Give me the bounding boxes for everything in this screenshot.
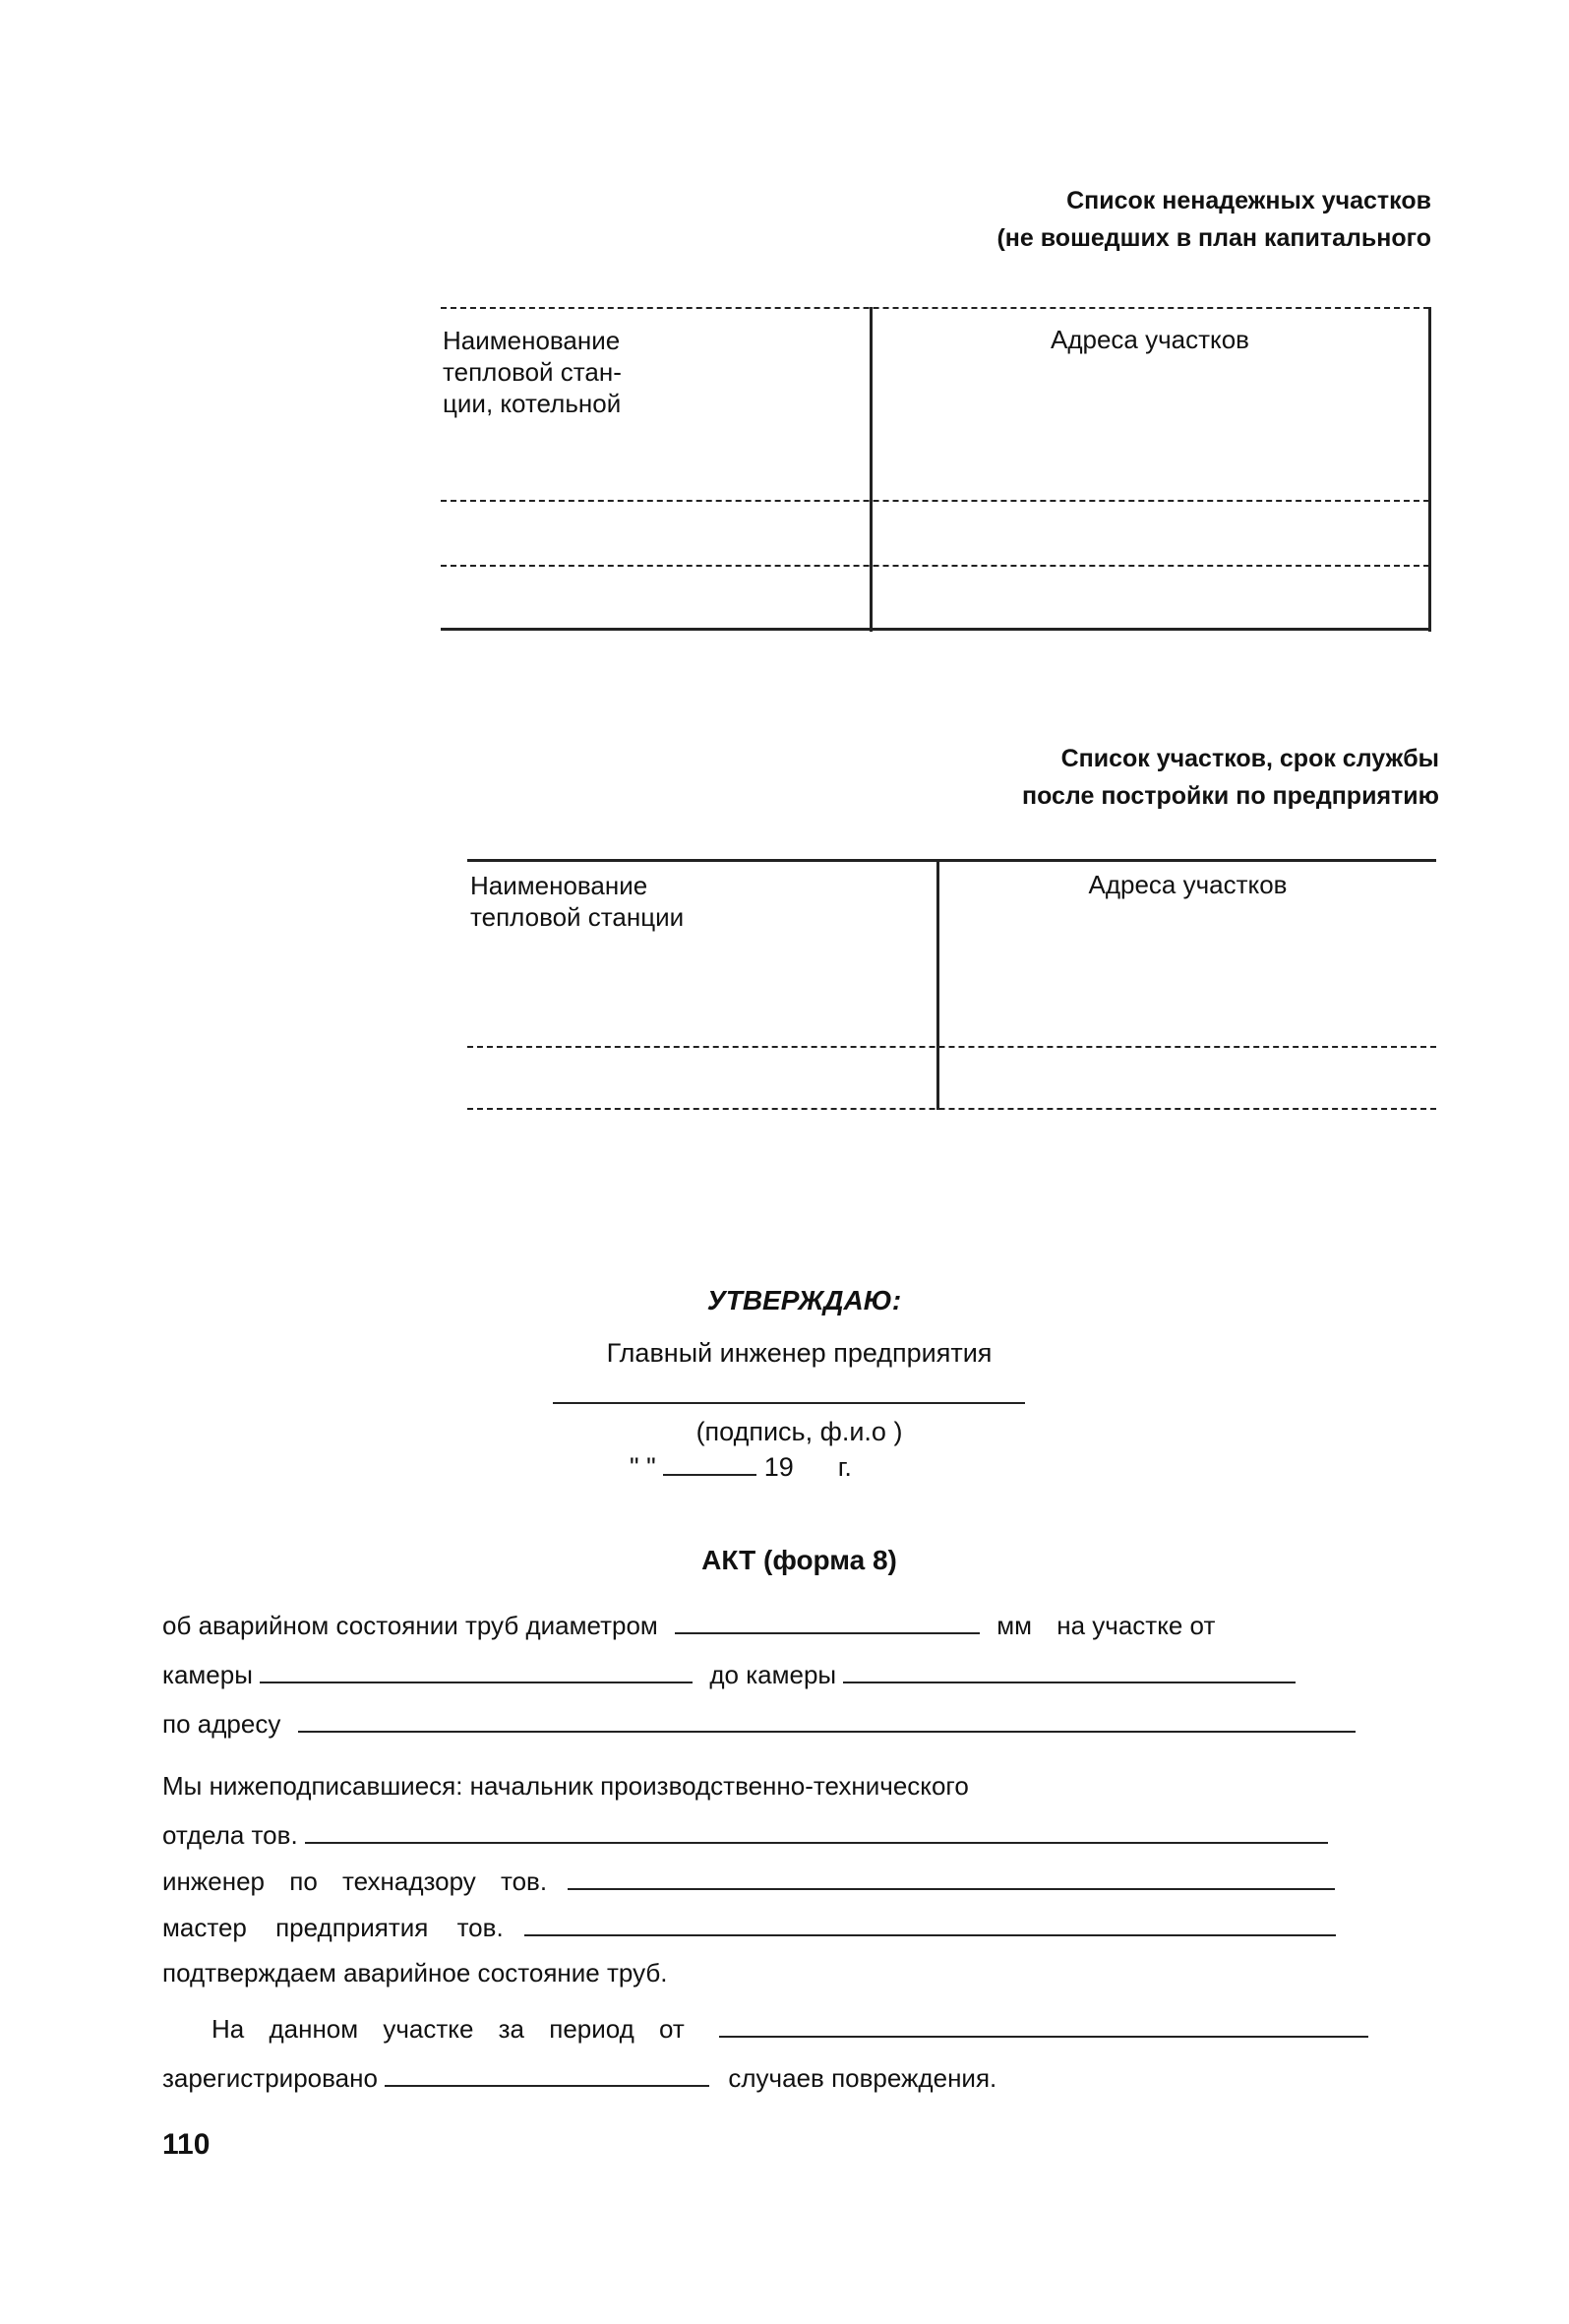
table1-col2-header: Адреса участков [1051,325,1249,354]
table1-heading-line1: Список ненадежных участков [1066,187,1431,214]
date-quotes: " " [630,1452,656,1482]
table2-heading-line1: Список участков, срок службы [1060,745,1439,772]
table2-bottom-rule [467,1108,1436,1110]
department-head-field[interactable] [305,1818,1328,1844]
table1-col1-header [443,325,622,419]
table2-col1-header-line: тепловой станции [470,902,685,932]
approval-title: УТВЕРЖДАЮ: [706,1285,902,1315]
act-line6-prefix: инженер по технадзору тов. [162,1866,548,1896]
table1-row-rule [441,500,1429,502]
approval-date [630,1450,852,1483]
table1-col1-header-line: ции, котельной [443,389,622,418]
act-line2-prefix: камеры [162,1660,253,1689]
act-line7-prefix: мастер предприятия тов. [162,1913,504,1942]
period-field[interactable] [719,2012,1368,2038]
act-line5-prefix: отдела тов. [162,1820,298,1850]
table1-col1-header-line: тепловой стан- [443,357,622,387]
table1-heading [996,182,1431,257]
approval-position: Главный инженер предприятия [606,1338,993,1368]
table1-right-border [1428,307,1431,632]
table2-heading [1022,740,1439,815]
table2-divider [936,859,939,1110]
act-line-signatories: Мы нижеподписавшиеся: начальник производственно-технического [162,1771,969,1801]
act-line10-suffix: случаев повреждения. [728,2063,997,2093]
date-year: 19 [763,1452,794,1482]
act-line-department [162,1818,1328,1851]
act-line-confirm: подтверждаем аварийное состояние труб. [162,1958,668,1988]
approval-signature-line [553,1402,1025,1404]
table1-divider [870,307,873,632]
table2-col1-header-line: Наименование [470,871,648,900]
table2-row-rule [467,1046,1436,1048]
master-field[interactable] [524,1911,1336,1936]
table1-bottom-rule [441,628,1429,631]
table2-col1-header [470,870,684,933]
table1-col1-header-line: Наименование [443,326,621,355]
act-line-diameter [162,1609,1215,1641]
act-line-registered [162,2061,996,2094]
act-line-engineer [162,1865,1335,1897]
table2-col2-header: Адреса участков [1088,870,1288,899]
date-month-blank [663,1450,756,1476]
act-line1-unit: мм [996,1611,1033,1640]
page-number: 110 [162,2128,211,2161]
diameter-field[interactable] [675,1609,980,1634]
address-field[interactable] [298,1707,1356,1733]
act-line-chambers [162,1658,1296,1690]
act-line10-prefix: зарегистрировано [162,2063,378,2093]
approval-signature-note: (подпись, ф.и.о ) [695,1417,903,1446]
table1-top-rule [441,307,1429,309]
act-line-period [211,2012,1368,2045]
table1-heading-line2: (не вошедших в план капитального [996,224,1431,252]
table2-heading-line2: после постройки по предприятию [1021,782,1439,810]
act-line-address [162,1707,1356,1740]
table2-top-rule [467,859,1436,862]
act-line1-prefix: об аварийном состоянии труб диаметром [162,1611,658,1640]
incidents-count-field[interactable] [385,2061,709,2087]
act-line-master [162,1911,1336,1943]
from-chamber-field[interactable] [260,1658,693,1683]
act-line1-suffix: на участке от [1056,1611,1216,1640]
act-line2-middle: до камеры [709,1660,837,1689]
act-line9-prefix: На данном участке за период от [211,2014,685,2044]
act-line3-prefix: по адресу [162,1709,281,1739]
act-title: АКТ (форма 8) [701,1545,897,1575]
date-suffix: г. [837,1452,852,1482]
table1-row-rule [441,565,1429,567]
to-chamber-field[interactable] [843,1658,1296,1683]
engineer-field[interactable] [568,1865,1335,1890]
